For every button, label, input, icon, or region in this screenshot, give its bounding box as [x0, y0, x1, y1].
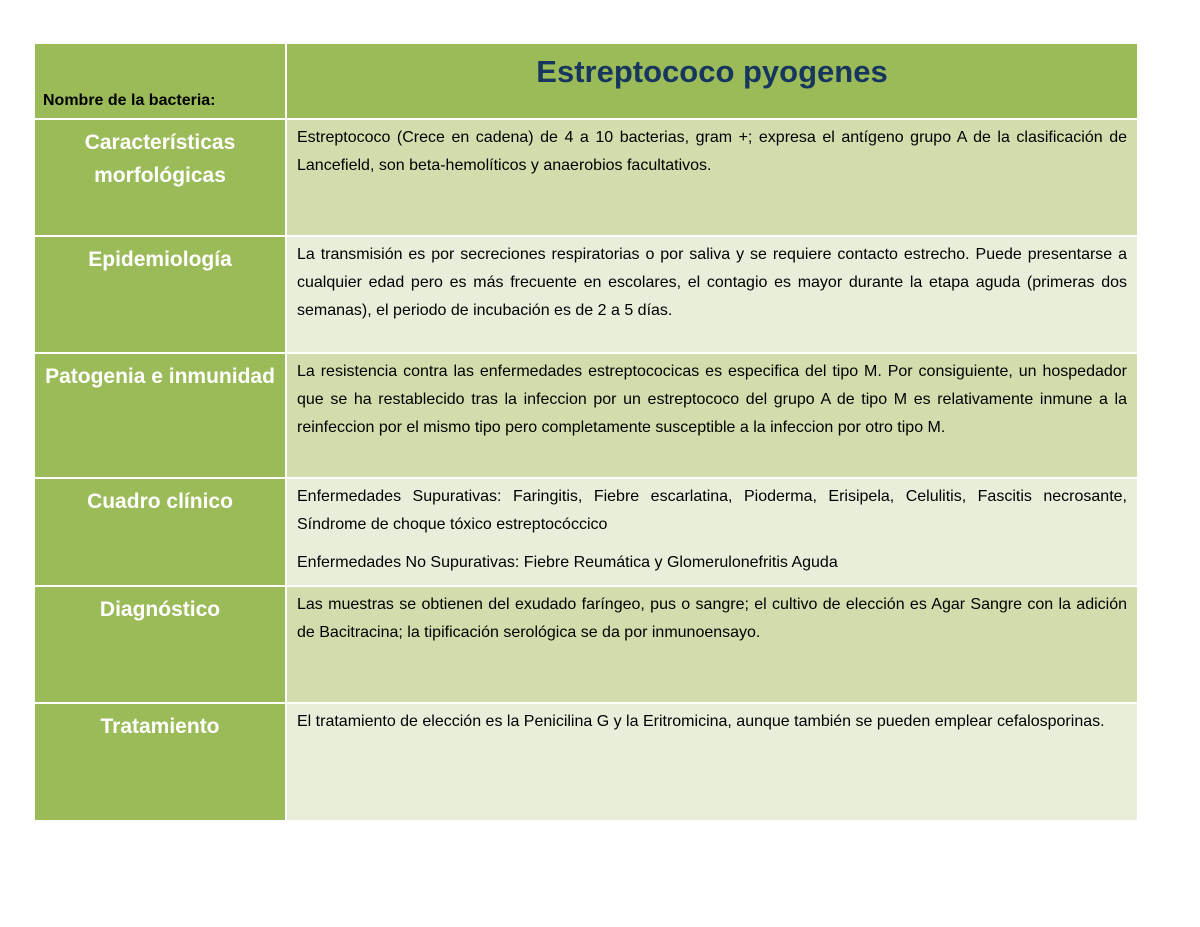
row-paragraph: Enfermedades Supurativas: Faringitis, Fiebre escarlatina, Pioderma, Erisipela, Celulitis, Fascitis necrosante, Síndrome de choque tóxico estreptocóccico [297, 488, 1127, 533]
row-label-tratamiento [35, 704, 285, 820]
row-content-diagnostico [287, 587, 1137, 702]
row-paragraph: Enfermedades No Supurativas: Fiebre Reumática y Glomerulonefritis Aguda [297, 554, 838, 571]
row-content-patogenia [287, 354, 1137, 477]
row-label-morfologicas [35, 120, 285, 235]
header-label: Nombre de la bacteria: [43, 92, 216, 109]
header-title-cell [287, 44, 1137, 118]
row-label-text: Tratamiento [100, 715, 220, 738]
row-content-morfologicas [287, 120, 1137, 235]
row-paragraph: La transmisión es por secreciones respiratorias o por saliva y se requiere contacto estrecho. Puede presentarse a cualquier edad pero es más frecuente en escolares, el contagio es mayor durante la etapa aguda (primeras dos semanas), el periodo de incubación es de 2 a 5 días. [297, 246, 1127, 319]
row-paragraph: El tratamiento de elección es la Penicilina G y la Eritromicina, aunque también se pueden emplear cefalosporinas. [297, 713, 1105, 730]
row-label-text: Epidemiología [88, 248, 232, 271]
row-label-cuadro-clinico [35, 479, 285, 585]
bacteria-table [35, 44, 1137, 820]
header-label-cell [35, 44, 285, 118]
row-paragraph: Estreptococo (Crece en cadena) de 4 a 10 bacterias, gram +; expresa el antígeno grupo A de la clasificación de Lancefield, son beta-hemolíticos y anaerobios facultativos. [297, 129, 1127, 174]
bacteria-name-title: Estreptococo pyogenes [536, 54, 888, 89]
row-label-text: Características morfológicas [84, 131, 236, 187]
row-content-epidemiologia [287, 237, 1137, 352]
row-label-text: Cuadro clínico [87, 490, 233, 513]
row-label-patogenia [35, 354, 285, 477]
row-label-diagnostico [35, 587, 285, 702]
row-label-epidemiologia [35, 237, 285, 352]
row-content-cuadro-clinico [287, 479, 1137, 585]
row-paragraph: Las muestras se obtienen del exudado faríngeo, pus o sangre; el cultivo de elección es Agar Sangre con la adición de Bacitracina; la tipificación serológica se da por inmunoensayo. [297, 596, 1127, 641]
row-label-text: Diagnóstico [99, 598, 221, 621]
row-paragraph: La resistencia contra las enfermedades estreptococicas es especifica del tipo M. Por consiguiente, un hospedador que se ha restablecido tras la infeccion por un estreptococo del grupo A de tipo M es relativamente inmune a la reinfeccion por el mismo tipo pero completamente susceptible a la infeccion por otro tipo M. [297, 363, 1127, 436]
row-label-text: Patogenia e inmunidad [45, 365, 275, 388]
row-content-tratamiento [287, 704, 1137, 820]
